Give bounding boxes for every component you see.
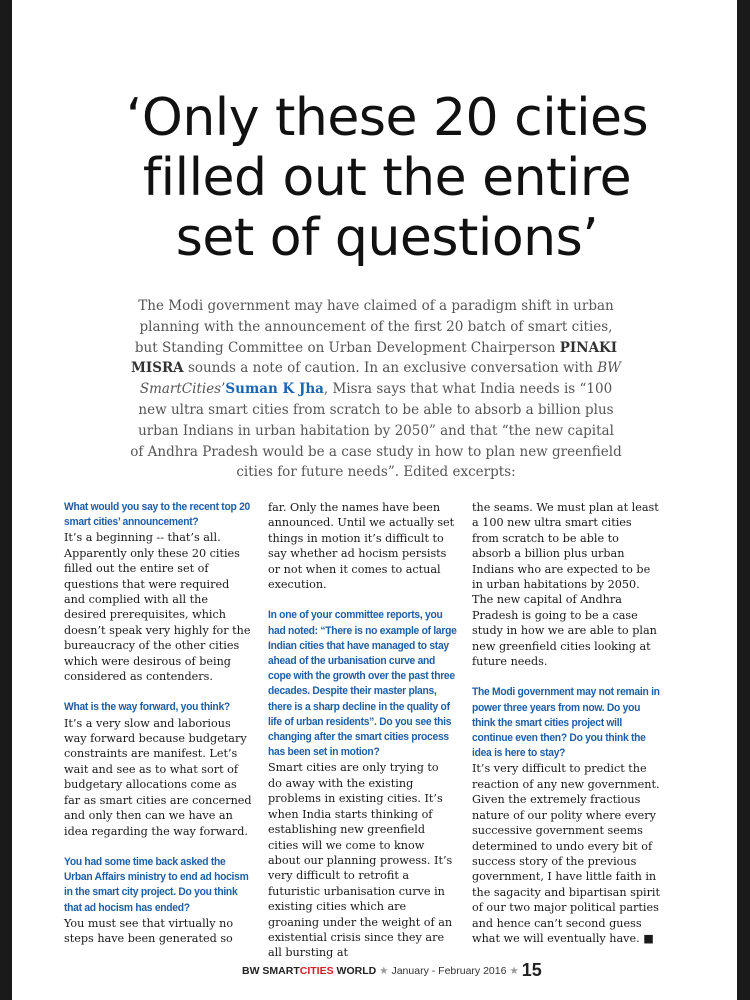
answer: It’s a beginning -- that’s all. Apparently only these 20 cities filled out the entire set of questions that were required and complied with all the desired prerequisites, which doesn’t speak very highly for the bureaucracy of the other cities which were desirous of being considered as contenders. bbox=[64, 531, 251, 684]
answer: It’s a very slow and laborious way forward because budgetary constraints are manifest. Let’s wait and see as to what sort of budgetary allocations come as far as smart cities are concerned and only then can we have an idea regarding the way forward. bbox=[64, 716, 252, 838]
answer: Smart cities are only trying to do away with the existing problems in existing cities. It’s when India starts thinking of establishing new greenfield cities will we come to know about our planning prowess. It’s very difficult to retrofit a futuristic urbanisation curve in existing cities which are groaning under the weight of an existential crisis since they are all bursting at bbox=[268, 761, 453, 960]
question: You had some time back asked the Urban Affairs ministry to end ad hocism in the smart city project. Do you think that ad hocism has ended? bbox=[64, 855, 249, 914]
column-3 bbox=[472, 500, 660, 946]
column-1 bbox=[64, 500, 252, 947]
intro-text-3: , Misra says that what India needs is “100 new ultra smart cities from scratch to be able to absorb a billion plus urban Indians in urban habitation by 2050” and that “the new capital of Andhra Pradesh would be a case study in how to plan new greenfield cities for future needs”. Edited excerpts: bbox=[130, 381, 622, 481]
issue-date: January - February 2016 bbox=[391, 965, 507, 977]
page-footer bbox=[242, 960, 542, 981]
publication-name: BW SmartCities bbox=[139, 360, 622, 398]
answer: the seams. We must plan at least a 100 new ultra smart cities from scratch to be able to absorb a billion plus urban Indians who are expected to be in urban habitations by 2050. The new capital of Andhra Pradesh is going to be a case study in how we are able to plan new greenfield cities looking at future needs. bbox=[472, 501, 659, 669]
footer-brand-world: WORLD bbox=[336, 965, 377, 977]
page-number: 15 bbox=[521, 960, 542, 980]
footer-brand-smart: SMART bbox=[262, 965, 300, 977]
footer-brand-cities: CITIES bbox=[299, 965, 334, 977]
question: The Modi government may not remain in power three years from now. Do you think the smart cities project will continue even then? Do you think the idea is here to stay? bbox=[472, 686, 660, 760]
intro-apostrophe: ’ bbox=[221, 381, 226, 398]
star-icon: ★ bbox=[509, 965, 519, 977]
answer: You must see that virtually no steps have been generated so bbox=[64, 916, 234, 946]
headline-line-1: ‘Only these 20 cities bbox=[125, 88, 649, 148]
intro-text-2: sounds a note of caution. In an exclusive conversation with bbox=[183, 360, 598, 377]
star-icon: ★ bbox=[379, 965, 389, 977]
question: In one of your committee reports, you had noted: “There is no example of large Indian cities that have managed to stay ahead of the urbanisation curve and cope with the growth over the past three decades. Despite their master plans, there is a sharp decline in the quality of life of urban residents”. Do you see this changing after the smart cities process has been set in motion? bbox=[268, 609, 457, 759]
column-2 bbox=[268, 500, 456, 961]
footer-brand-bw: BW bbox=[242, 965, 260, 977]
interviewee-name: PINAKI MISRA bbox=[130, 339, 618, 377]
intro-text-1: The Modi government may have claimed of a paradigm shift in urban planning with the announcement of the first 20 batch of smart cities, but Standing Committee on Urban Development Chairperson bbox=[134, 298, 614, 356]
question: What would you say to the recent top 20 smart cities’ announcement? bbox=[64, 501, 250, 529]
headline-line-3: set of questions’ bbox=[175, 208, 599, 268]
answer: far. Only the names have been announced. Until we actually set things in motion it’s difficult to say whether ad hocism persists or not when it comes to actual execution. bbox=[268, 501, 455, 592]
headline-line-2: filled out the entire bbox=[142, 148, 632, 208]
author-name: Suman K Jha bbox=[225, 381, 324, 398]
intro-standfirst bbox=[130, 296, 622, 483]
headline bbox=[42, 88, 732, 268]
answer: It’s very difficult to predict the reaction of any new government. Given the extremely fractious nature of our polity where every successive government seems determined to undo every bit of success story of the previous government, I have little faith in the sagacity and bipartisan spirit of our two major political parties and hence can’t second guess what we will eventually have. ■ bbox=[472, 762, 660, 945]
magazine-page bbox=[12, 0, 737, 1000]
question: What is the way forward, you think? bbox=[64, 701, 230, 714]
